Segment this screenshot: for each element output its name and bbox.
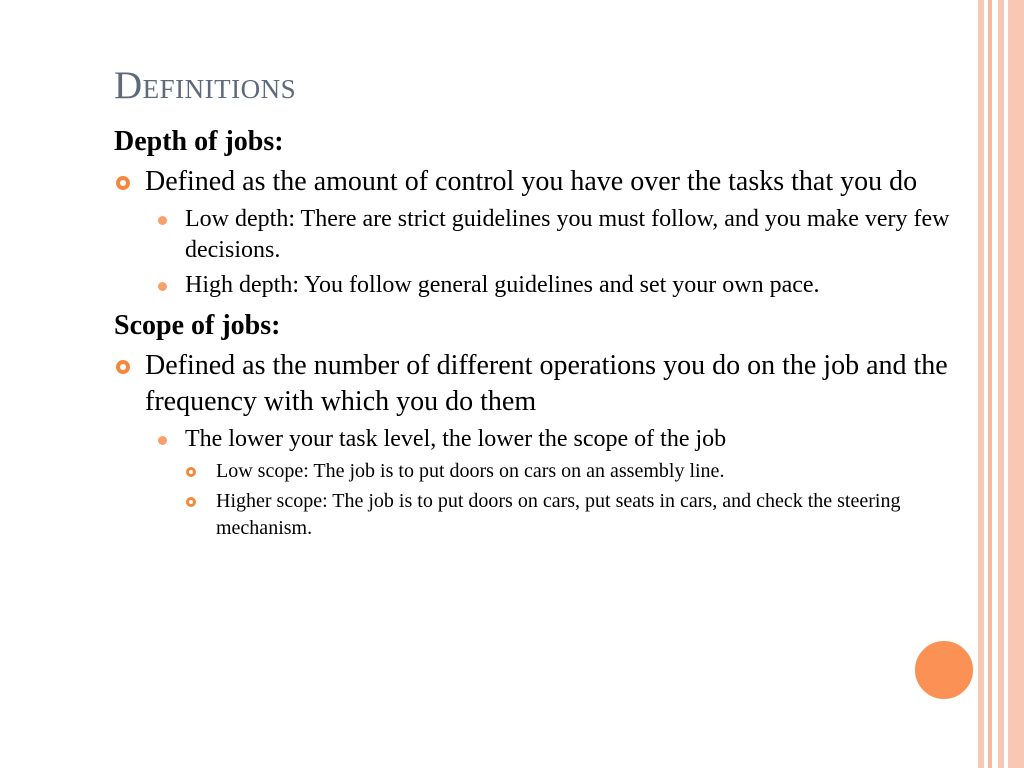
sub-bullet-item bbox=[154, 424, 964, 455]
ring-bullet-icon bbox=[116, 360, 130, 374]
dot-bullet-icon bbox=[158, 436, 167, 445]
dot-bullet-icon bbox=[158, 282, 167, 291]
section-heading-scope: Scope of jobs: bbox=[114, 310, 281, 341]
sub-bullet-item bbox=[154, 270, 964, 301]
decor-stripe bbox=[1008, 0, 1024, 768]
ring-bullet-icon bbox=[116, 176, 130, 190]
decor-circle bbox=[913, 639, 975, 701]
sub-sub-bullet-text: Low scope: The job is to put doors on cars on an assembly line. bbox=[216, 460, 725, 482]
sub-sub-bullet-item bbox=[185, 488, 964, 542]
bullet-item bbox=[114, 164, 964, 200]
section-heading-depth: Depth of jobs: bbox=[114, 126, 284, 157]
sub-sub-bullet-item bbox=[185, 458, 964, 485]
bullet-item bbox=[114, 348, 964, 420]
dot-bullet-icon bbox=[158, 216, 167, 225]
sub-bullet-text: Low depth: There are strict guidelines you must follow, and you make very few decisions. bbox=[185, 206, 950, 263]
sub-bullet-text: The lower your task level, the lower the scope of the job bbox=[185, 426, 727, 452]
sub-bullet-item bbox=[154, 204, 964, 266]
sub-bullet-text: High depth: You follow general guidelines and set your own pace. bbox=[185, 272, 820, 298]
ring-bullet-icon bbox=[186, 497, 196, 507]
ring-bullet-icon bbox=[186, 467, 196, 477]
sub-sub-bullet-text: Higher scope: The job is to put doors on cars, put seats in cars, and check the steering mechanism. bbox=[216, 490, 901, 539]
slide-title: Definitions bbox=[114, 64, 297, 107]
slide-body bbox=[114, 124, 964, 545]
bullet-text: Defined as the amount of control you have over the tasks that you do bbox=[145, 166, 918, 197]
bullet-text: Defined as the number of different operations you do on the job and the frequency with which you do them bbox=[145, 350, 948, 417]
